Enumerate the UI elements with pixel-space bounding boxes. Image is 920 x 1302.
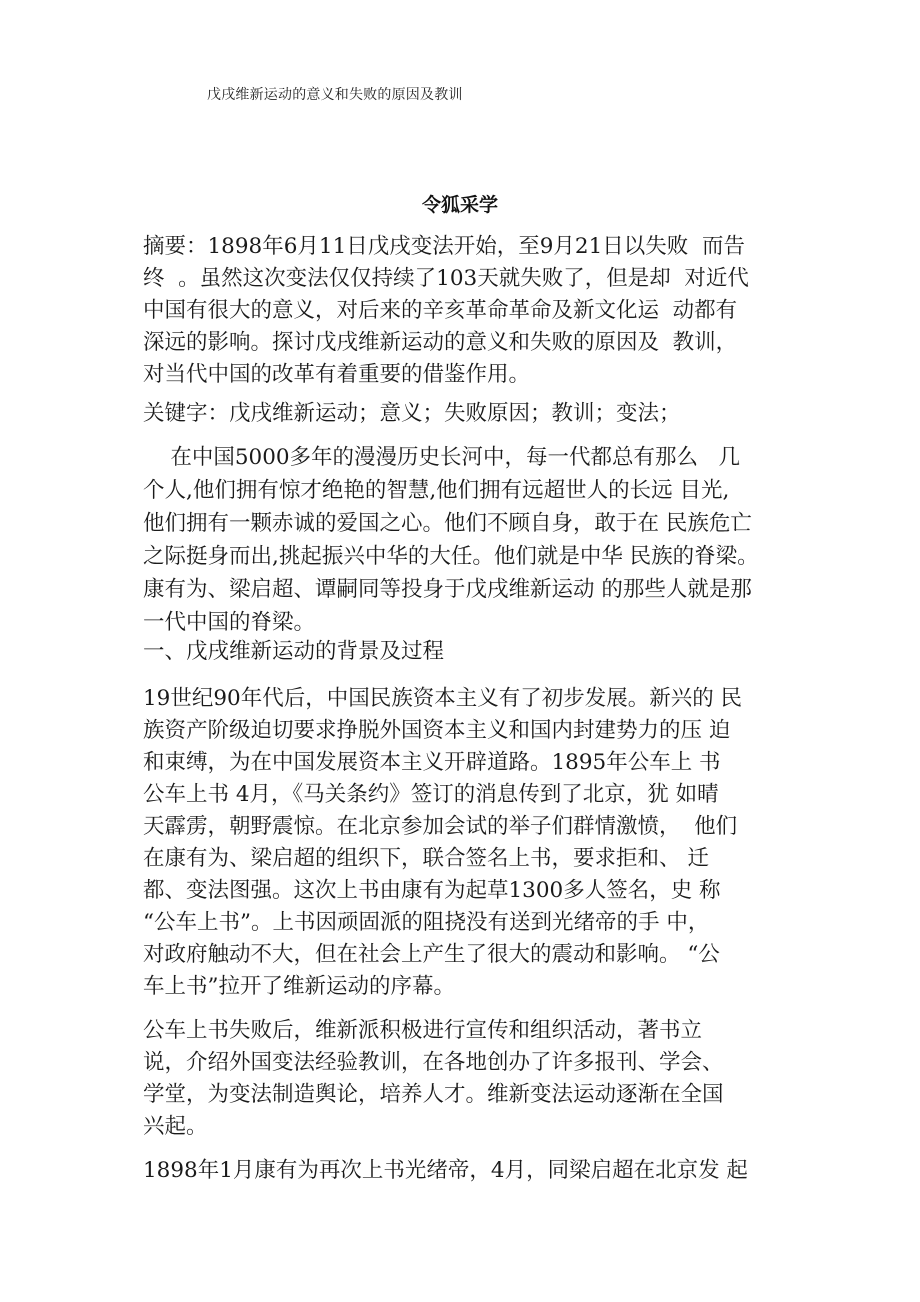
abstract-line: 摘要：1898年6月11日戊戌变法开始，至9月21日以失败 而告 (143, 234, 745, 259)
keywords-line: 关键字：戊戌维新运动；意义；失败原因；教训；变法； (143, 401, 681, 426)
paragraph-1898-line: 1898年1月康有为再次上书光绪帝，4月，同梁启超在北京发 起 (143, 1158, 748, 1183)
intro-line: 他们拥有一颗赤诚的爱国之心。他们不顾自身，敢于在 民族危亡 (143, 511, 752, 536)
background-line: 19世纪90年代后，中国民族资本主义有了初步发展。新兴的 民 (143, 686, 743, 711)
after-failure-line: 学堂，为变法制造舆论，培养人才。维新变法运动逐渐在全国 (143, 1082, 724, 1107)
intro-line: 个人,他们拥有惊才绝艳的智慧,他们拥有远超世人的长远 目光, (143, 478, 730, 503)
intro-line: 之际挺身而出,挑起振兴中华的大任。他们就是中华 民族的脊梁。 (143, 544, 759, 569)
author-name (0, 190, 920, 217)
intro-line: 一代中国的脊梁。 (143, 610, 316, 635)
section-heading: 一、戊戌维新运动的背景及过程 (143, 639, 445, 664)
background-line: 对政府触动不大，但在社会上产生了很大的震动和影响。 “公 (143, 942, 720, 967)
background-line: 在康有为、梁启超的组织下，联合签名上书，要求拒和、 迁 (143, 846, 709, 871)
author-label: 令狐采学 (421, 194, 498, 216)
background-line: 和束缚，为在中国发展资本主义开辟道路。1895年公车上 书 (143, 750, 721, 775)
abstract-line: 对当代中国的改革有着重要的借鉴作用。 (143, 362, 531, 387)
abstract-line: 终 。虽然这次变法仅仅持续了103天就失败了，但是却 对近代 (143, 266, 749, 291)
background-line: 车上书”拉开了维新运动的序幕。 (143, 974, 455, 999)
background-line: 天霹雳，朝野震惊。在北京参加会试的举子们群情激愤， 他们 (143, 814, 738, 839)
intro-line: 在中国5000多年的漫漫历史长河中，每一代都总有那么 几 (143, 445, 741, 470)
background-line: 公车上书 4月，《马关条约》签订的消息传到了北京，犹 如晴 (143, 782, 719, 807)
page-header: 戊戌维新运动的意义和失败的原因及教训 (207, 87, 463, 103)
background-line: 都、变法图强。这次上书由康有为起草1300多人签名，史 称 (143, 878, 721, 903)
background-line: “公车上书”。上书因顽固派的阻挠没有送到光绪帝的手 中， (143, 910, 710, 935)
after-failure-line: 兴起。 (143, 1114, 208, 1139)
abstract-line: 深远的影响。探讨戊戌维新运动的意义和失败的原因及 教训， (143, 330, 738, 355)
abstract-line: 中国有很大的意义，对后来的辛亥革命革命及新文化运 动都有 (143, 298, 738, 323)
after-failure-line: 公车上书失败后，维新派积极进行宣传和组织活动，著书立 (143, 1018, 703, 1043)
intro-line: 康有为、梁启超、谭嗣同等投身于戊戌维新运动 的那些人就是那 (143, 577, 752, 602)
background-line: 族资产阶级迫切要求挣脱外国资本主义和国内封建势力的压 迫 (143, 718, 731, 743)
after-failure-line: 说，介绍外国变法经验教训，在各地创办了许多报刊、学会、 (143, 1050, 724, 1075)
